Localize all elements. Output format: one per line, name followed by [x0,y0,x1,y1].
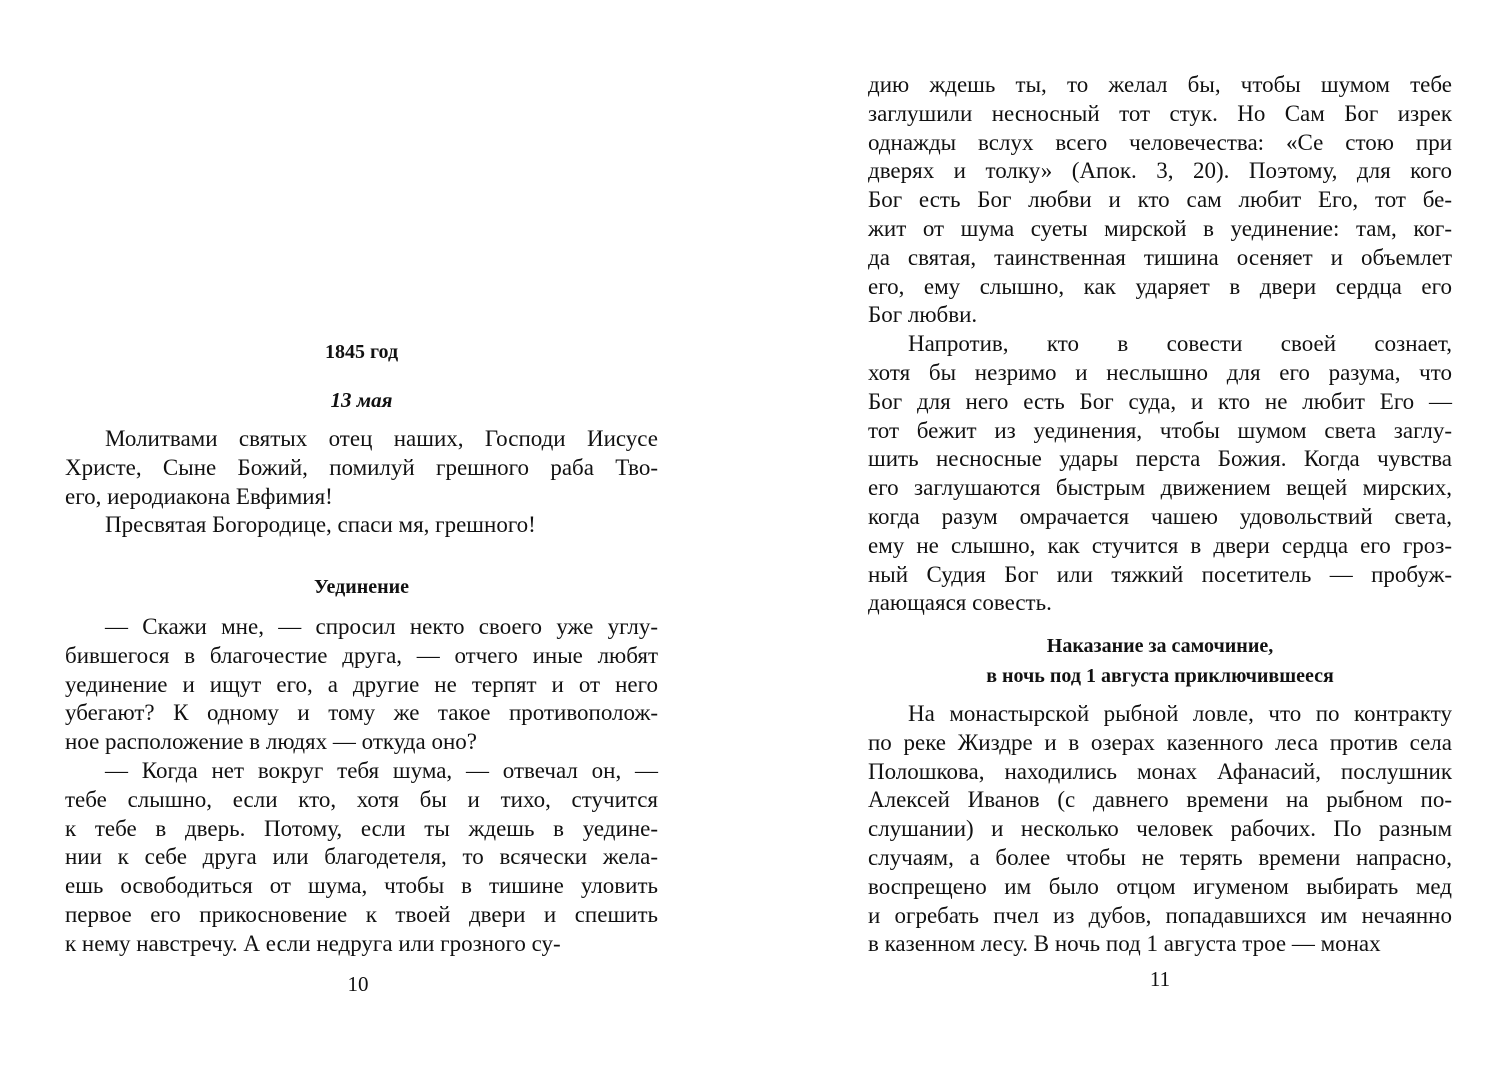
text-line: да святая, таинственная тишина осеняет и объемлет [868,244,1452,270]
paragraph [868,330,1452,618]
text-line: случаям, а более чтобы не терять времени напрасно, [868,844,1452,870]
text-line: бившегося в благочестие друга, — отчего иные любят [65,642,658,668]
paragraph [868,700,1452,959]
text-line: шить несносные удары перста Божия. Когда чувства [868,446,1452,472]
text-line: ный Судия Бог или тяжкий посетитель — пробуж- [868,561,1452,587]
section-heading-line-2: в ночь под 1 августа приключившееся [986,665,1334,687]
continued-text [868,71,1452,618]
text-line: заглушили несносный тот стук. Но Сам Бог изрек [868,100,1452,126]
text-line: к нему навстречу. А если недруга или грозного су- [65,930,561,956]
text-line: по реке Жиздре и в озерах казенного леса против села [868,729,1452,755]
text-line: слушании) и несколько человек рабочих. По разным [868,816,1452,842]
text-line: Бог для него есть Бог суда, и кто не любит Его — [868,388,1452,414]
text-line: однажды вслух всего человечества: «Се стою при [868,129,1452,155]
paragraph [65,613,658,757]
text-line: уединение и ищут его, а другие не терпят и от него [65,671,658,697]
text-line: его, ему слышно, как ударяет в двери сердца его [868,273,1452,299]
text-line: Молитвами святых отец наших, Господи Иисусе [105,426,658,451]
text-line: — Скажи мне, — спросил некто своего уже углу- [105,614,658,639]
text-line: убегают? К одному и тому же такое противополож- [65,700,658,726]
text-line: дию ждешь ты, то желал бы, чтобы шумом тебе [868,72,1452,97]
year-heading: 1845 год [324,341,399,363]
text-line: тот бежит из уединения, чтобы шумом света заглу- [868,417,1452,443]
text-line: дающаяся совесть. [868,590,1052,616]
prayer-text [65,425,658,540]
text-line: дверях и толку» (Апок. 3, 20). Поэтому, для кого [868,158,1452,184]
text-line: первое его прикосновение к твоей двери и спешить [65,901,658,927]
text-line: Христе, Сыне Божий, помилуй грешного раба Тво- [65,454,658,480]
text-line: тебе слышно, если кто, хотя бы и тихо, стучится [65,786,658,812]
text-line: — Когда нет вокруг тебя шума, — отвечал он, — [105,757,658,783]
text-line: ему не слышно, как стучится в двери сердца его гроз- [868,532,1452,558]
text-line: когда разум омрачается чашею удовольствий света, [868,503,1452,529]
text-line: На монастырской рыбной ловле, что по контракту [908,701,1452,726]
paragraph [65,425,658,511]
text-line: его, иеродиакона Евфимия! [65,483,333,509]
paragraph [65,511,658,540]
text-line: Бог есть Бог любви и кто сам любит Его, тот бе- [868,187,1452,213]
paragraph [868,71,1452,330]
section-heading: Уединение [313,576,410,598]
text-line: к тебе в дверь. Потому, если ты ждешь в уедине- [65,815,658,841]
text-line: и огребать пчел из дубов, попадавшихся им нечаянно [868,902,1452,928]
text-line: ешь освободиться от шума, чтобы в тишине уловить [65,873,658,899]
text-line: Пресвятая Богородице, спаси мя, грешного! [105,512,536,538]
text-line: Напротив, кто в совести своей сознает, [908,331,1452,357]
right-page [752,0,1504,1080]
text-line: Бог любви. [868,302,978,328]
text-line: жит от шума суеты мирской в уединение: там, ког- [868,215,1452,241]
text-line: Алексей Иванов (с давнего времени на рыбном по- [868,787,1452,813]
text-line: Полошкова, находились монах Афанасий, послушник [868,758,1452,784]
text-line: воспрещено им было отцом игуменом выбирать мед [868,873,1452,899]
text-line: его заглушаются быстрым движением вещей мирских, [868,475,1452,501]
text-line: нии к себе друга или благодетеля, то всячески жела- [65,844,658,870]
page-number: 11 [1149,967,1171,991]
section-heading-line-1: Наказание за самочиние, [1046,635,1274,657]
page-number: 10 [347,972,369,996]
section-text [868,700,1452,959]
date-heading: 13 мая [330,388,393,412]
paragraph [65,757,658,959]
section-text [65,613,658,959]
text-line: ное расположение в людях — откуда оно? [65,729,477,755]
text-line: хотя бы незримо и неслышно для его разума, что [868,359,1452,385]
text-line: в казенном лесу. В ночь под 1 августа трое — монах [868,931,1381,957]
